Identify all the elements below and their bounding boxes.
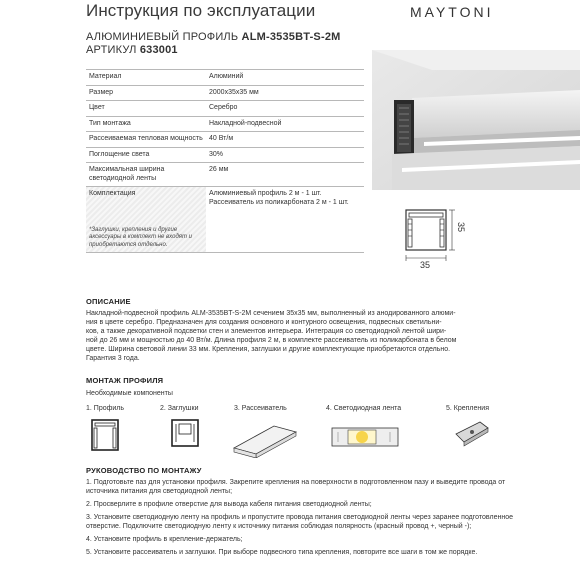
spec-key: Поглощение света: [89, 150, 150, 158]
spec-key: Цвет: [89, 104, 105, 111]
spec-value: 30%: [209, 150, 224, 158]
spec-value: Накладной-подвесной: [209, 119, 282, 127]
description-line: Накладной-подвесной профиль ALM-3535BT-S-2M сечением 35х35 мм, выполненный из анодированного алюми-: [86, 310, 456, 317]
description-line: ния в цвете серебро. Предназначен для создания основного и контурного освещения, подвесных светильни-: [86, 319, 442, 326]
spec-key: Максимальная ширина светодиодной ленты: [89, 166, 165, 182]
led-strip-icon: [330, 418, 400, 459]
description-line: ков, а также декоративной подсветки стен и элементов интерьера. Интеграция со светодиодной лентой шири-: [86, 328, 447, 335]
spec-row: [86, 116, 364, 132]
description-line: Гарантия 3 года.: [86, 355, 140, 362]
spec-value: 40 Вт/м: [209, 135, 234, 142]
article-number: 633001: [139, 44, 178, 56]
spec-row: [86, 85, 364, 101]
mounting-clip-icon: [452, 418, 492, 455]
brand-logo: MAYTONI: [410, 4, 494, 20]
dimension-height: 35: [456, 221, 467, 233]
product-name-prefix: АЛЮМИНИЕВЫЙ ПРОФИЛЬ: [86, 31, 239, 43]
spec-note: *Заглушки, крепления и другие аксессуары в комплект не входят и приобретаются отдельно.: [89, 226, 192, 248]
spec-value: 2000х35х35 мм: [209, 88, 259, 96]
description-heading: ОПИСАНИЕ: [86, 297, 131, 306]
spec-key: Материал: [89, 73, 122, 80]
spec-value: Алюминий: [209, 73, 244, 80]
guide-steps: [86, 478, 526, 561]
component-label: 4. Светодиодная лента: [326, 405, 402, 412]
spec-value: 26 мм: [209, 166, 229, 173]
description-line: цвете. Ширина световой линии 33 мм. Крепления, заглушки и другие комплектующие приобретаются отдельно.: [86, 346, 451, 353]
description-line: ной до 26 мм и мощностью до 40 Вт/м. Длина профиля 2 м, в комплекте рассеиватель из поликарбоната в белом: [86, 337, 457, 344]
spec-key: Рассеиваемая тепловая мощность: [89, 135, 203, 142]
guide-step: 4. Установите профиль в крепление-держатель;: [86, 536, 243, 543]
spec-table: [86, 69, 364, 253]
component-label: 2. Заглушки: [160, 405, 199, 412]
guide-step: 2. Просверлите в профиле отверстие для вывода кабеля питания светодиодной ленты;: [86, 501, 372, 508]
spec-row: [86, 69, 364, 85]
end-cap-icon: [170, 418, 200, 453]
profile-cross-section-drawing: [398, 202, 468, 272]
component-label: 3. Рассеиватель: [234, 405, 287, 412]
component-label: 5. Крепления: [446, 405, 489, 412]
guide-step: 3. Установите светодиодную ленту на профиль и пропустите провода питания светодиодной ленты через заранее подготовленное отверстие. Подключите светодиодную ленту к источнику питания соблюдая полярность (красный провод +, черный -);: [86, 514, 513, 530]
spec-key: Тип монтажа: [89, 119, 131, 127]
spec-key-cell: [86, 187, 206, 252]
spec-key: Размер: [89, 88, 114, 96]
guide-heading: РУКОВОДСТВО ПО МОНТАЖУ: [86, 466, 202, 475]
article-label: АРТИКУЛ: [86, 44, 137, 56]
profile-icon: [90, 418, 120, 457]
dimension-width: 35: [420, 260, 431, 270]
diffuser-icon: [230, 418, 300, 463]
mounting-heading: МОНТАЖ ПРОФИЛЯ: [86, 376, 164, 385]
spec-row: [86, 162, 364, 186]
description-text: [86, 309, 546, 363]
spec-row: [86, 131, 364, 147]
spec-row: [86, 186, 364, 253]
components-label: Необходимые компоненты: [86, 390, 173, 397]
product-article: [86, 44, 178, 56]
guide-step: 1. Подготовьте паз для установки профиля. Закрепите крепления на поверхности в подготовленном пазу и выведите провода от источника питания для светодиодной ленты;: [86, 479, 506, 495]
guide-step: 5. Установите рассеиватель и заглушки. При выборе подвесного типа крепления, повторите все шаги в том же порядке.: [86, 549, 478, 556]
product-photo: [372, 50, 580, 190]
component-label: 1. Профиль: [86, 405, 125, 412]
spec-value: Алюминиевый профиль 2 м - 1 шт. Рассеиватель из поликарбоната 2 м - 1 шт.: [209, 190, 349, 206]
product-title: [86, 31, 341, 43]
document-title: Инструкция по эксплуатации: [86, 1, 316, 20]
spec-row: [86, 100, 364, 116]
product-model: ALM-3535BT-S-2M: [241, 31, 341, 43]
spec-value: Серебро: [209, 104, 238, 111]
spec-key: Комплектация: [89, 190, 136, 197]
spec-row: [86, 147, 364, 163]
